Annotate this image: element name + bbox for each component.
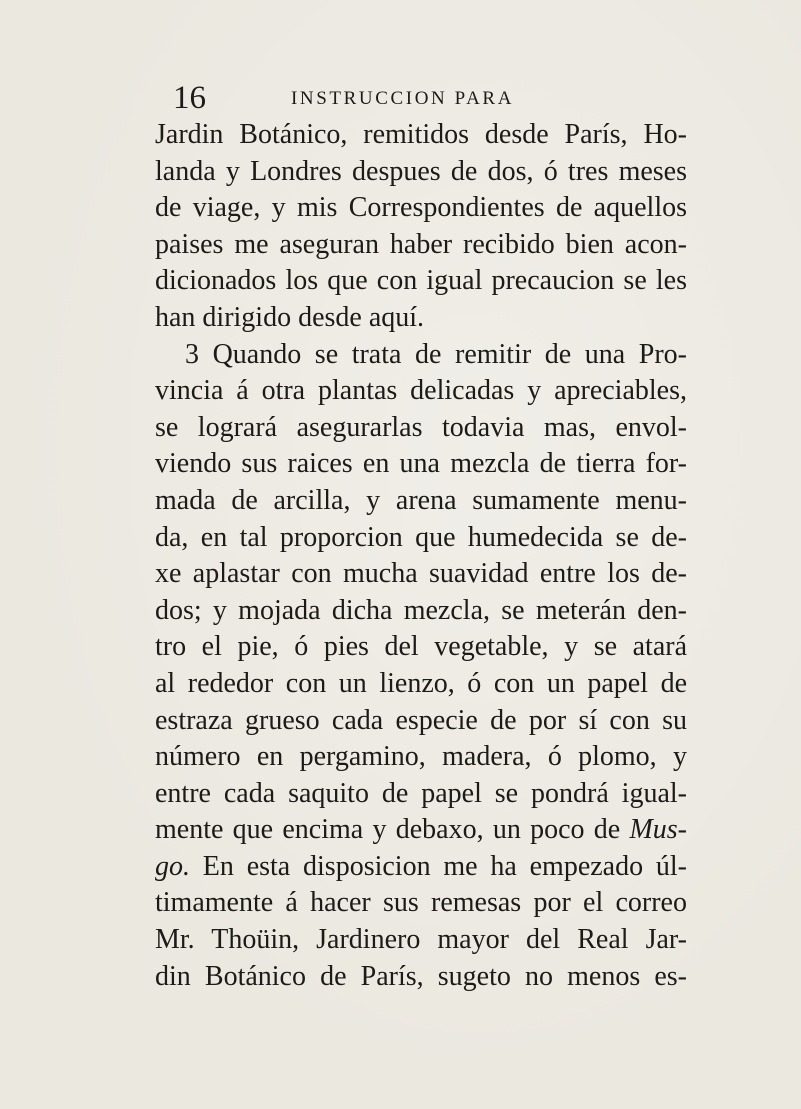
- text-line: [155, 812, 687, 849]
- text-line: paises me aseguran haber recibido bien acon-: [155, 228, 687, 260]
- text-line: estraza grueso cada especie de por sí con su: [155, 704, 687, 736]
- italic-word: go.: [155, 850, 190, 882]
- text-fragment: mente que encima y debaxo, un poco de: [155, 814, 630, 846]
- text-line: din Botánico de París, sugeto no menos es-: [155, 960, 687, 992]
- text-line: mada de arcilla, y arena sumamente menu-: [155, 484, 687, 516]
- text-line: timamente á hacer sus remesas por el correo: [155, 887, 687, 919]
- text-line: han dirigido desde aquí.: [155, 301, 425, 333]
- text-fragment: En esta disposicion me ha empezado úl-: [190, 850, 687, 882]
- text-line: da, en tal proporcion que humedecida se de-: [155, 521, 687, 553]
- text-line: al rededor con un lienzo, ó con un papel de: [155, 667, 687, 699]
- text-line: dicionados los que con igual precaucion se les: [155, 265, 687, 297]
- text-line: xe aplastar con mucha suavidad entre los de-: [155, 558, 687, 590]
- text-line: número en pergamino, madera, ó plomo, y: [155, 741, 687, 773]
- text-line: entre cada saquito de papel se pondrá igual-: [155, 777, 687, 809]
- page-header: [173, 78, 543, 118]
- body-text: [155, 117, 687, 995]
- text-line: viendo sus raices en una mezcla de tierra for-: [155, 448, 687, 480]
- text-line: dos; y mojada dicha mezcla, se meterán den-: [155, 594, 687, 626]
- running-title: INSTRUCCION PARA: [291, 88, 515, 109]
- page-number: 16: [173, 80, 206, 116]
- text-line: landa y Londres despues de dos, ó tres meses: [155, 155, 687, 187]
- text-line: se logrará asegurarlas todavia mas, envol-: [155, 411, 687, 443]
- text-line: Jardin Botánico, remitidos desde París, Ho-: [155, 119, 687, 150]
- paragraph-start-line: 3 Quando se trata de remitir de una Pro-: [185, 338, 687, 370]
- text-line: de viage, y mis Correspondientes de aquellos: [155, 192, 687, 224]
- italic-word: Mus-: [629, 814, 687, 846]
- text-line: vincia á otra plantas delicadas y apreciables,: [155, 375, 687, 407]
- text-line: Mr. Thoüin, Jardinero mayor del Real Jar-: [155, 924, 687, 956]
- text-line: [155, 849, 687, 886]
- text-line: tro el pie, ó pies del vegetable, y se atará: [155, 631, 687, 663]
